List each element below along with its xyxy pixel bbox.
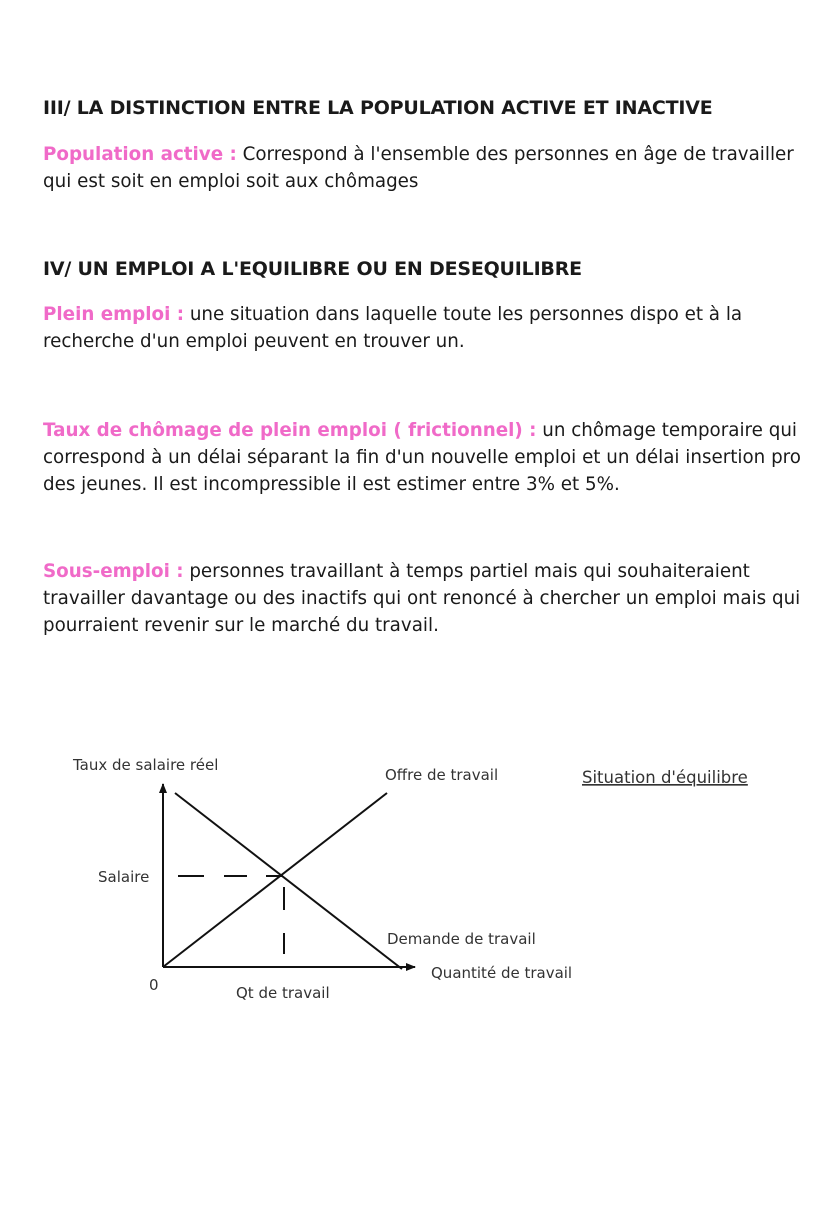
equilibrium-wage-label: Salaire [98, 868, 150, 886]
x-axis-label: Quantité de travail [431, 964, 573, 982]
definition-text: personnes travaillant à temps partiel mais qui souhaiteraient travailler davantage ou des inactifs qui ont renoncé à chercher un emploi mais qui pourraient revenir sur le marché du travail. [43, 561, 801, 636]
definition-term: Plein emploi : [43, 304, 185, 325]
definition-plein-emploi [43, 301, 803, 355]
origin-label: 0 [149, 976, 159, 994]
definition-term: Sous-emploi : [43, 561, 184, 582]
equilibrium-qty-label: Qt de travail [236, 984, 330, 1002]
definition-text: Correspond à l'ensemble des personnes en âge de travailler qui est soit en emploi soit aux chômages [43, 144, 794, 192]
definition-chomage-frictionnel [43, 417, 803, 498]
diagram-caption: Situation d'équilibre [582, 768, 748, 787]
definition-term: Taux de chômage de plein emploi ( frictionnel) : [43, 420, 537, 441]
section-heading-emploi: IV/ UN EMPLOI A L'EQUILIBRE OU EN DESEQUILIBRE [43, 258, 582, 280]
y-axis-label: Taux de salaire réel [73, 756, 219, 774]
demand-curve [175, 793, 402, 969]
definition-term: Population active : [43, 144, 237, 165]
definition-sous-emploi [43, 558, 803, 639]
labor-market-diagram [0, 740, 828, 1020]
demand-label: Demande de travail [387, 930, 536, 948]
supply-curve [163, 793, 387, 967]
definition-population-active [43, 141, 803, 195]
supply-label: Offre de travail [385, 766, 499, 784]
definition-text: une situation dans laquelle toute les personnes dispo et à la recherche d'un emploi peuvent en trouver un. [43, 304, 743, 352]
section-heading-population: III/ LA DISTINCTION ENTRE LA POPULATION ACTIVE ET INACTIVE [43, 97, 713, 119]
definition-text: un chômage temporaire qui correspond à un délai séparant la fin d'un nouvelle emploi et un délai insertion pro des jeunes. Il est incompressible il est estimer entre 3% et 5%. [43, 420, 801, 495]
